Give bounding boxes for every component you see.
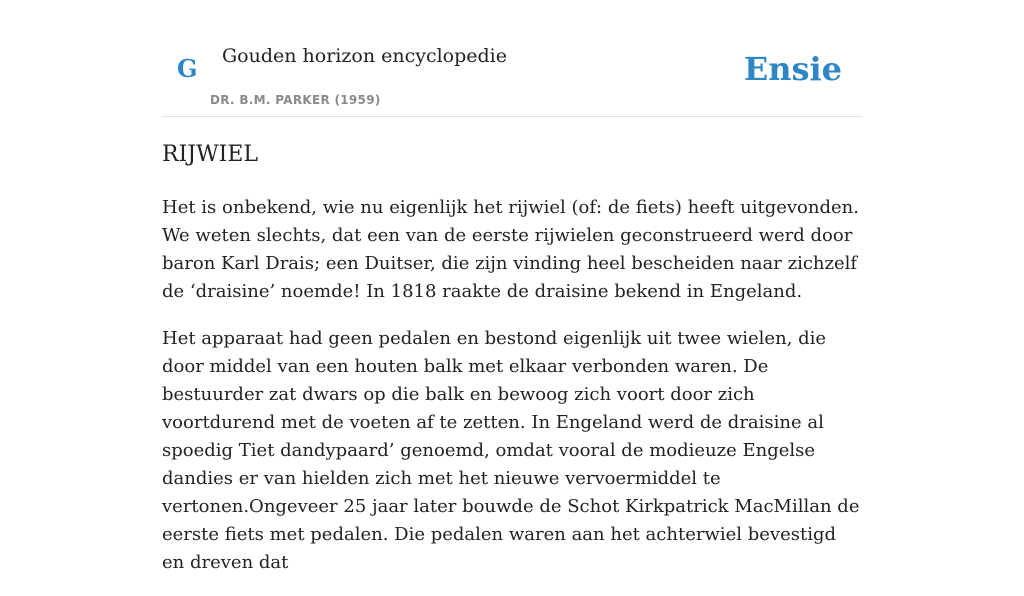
source-logo-icon: G xyxy=(177,54,198,83)
article-paragraph: Het is onbekend, wie nu eigenlijk het rijwiel (of: de fiets) heeft uitgevonden. We weten slechts, dat een van de eerste rijwielen geconstrueerd werd door baron Karl Drais; een Duitser, die zijn vinding heel bescheiden naar zichzelf de ‘draisine’ noemde! In 1818 raakte de draisine bekend in Engeland. xyxy=(162,197,859,302)
source-header xyxy=(162,0,862,117)
article-paragraph: Het apparaat had geen pedalen en bestond eigenlijk uit twee wielen, die door middel van een houten balk met elkaar verbonden waren. De bestuurder zat dwars op die balk en bewoog zich voort door zich voortdurend met de voeten af te zetten. In Engeland werd de draisine al spoedig Tiet dandypaard’ genoemd, omdat vooral de modieuze Engelse dandies er van hielden zich met het nieuwe vervoermiddel te vertonen.Ongeveer 25 jaar later bouwde de Schot Kirkpatrick MacMillan de eerste fiets met pedalen. Die pedalen waren aan het achterwiel bevestigd en dreven dat xyxy=(162,328,860,573)
source-title-link[interactable]: Gouden horizon encyclopedie xyxy=(222,45,507,67)
article xyxy=(162,140,862,596)
source-author: DR. B.M. PARKER (1959) xyxy=(210,93,381,107)
brand-logo-link[interactable]: Ensie xyxy=(743,50,842,88)
article-title: RIJWIEL xyxy=(162,142,259,167)
